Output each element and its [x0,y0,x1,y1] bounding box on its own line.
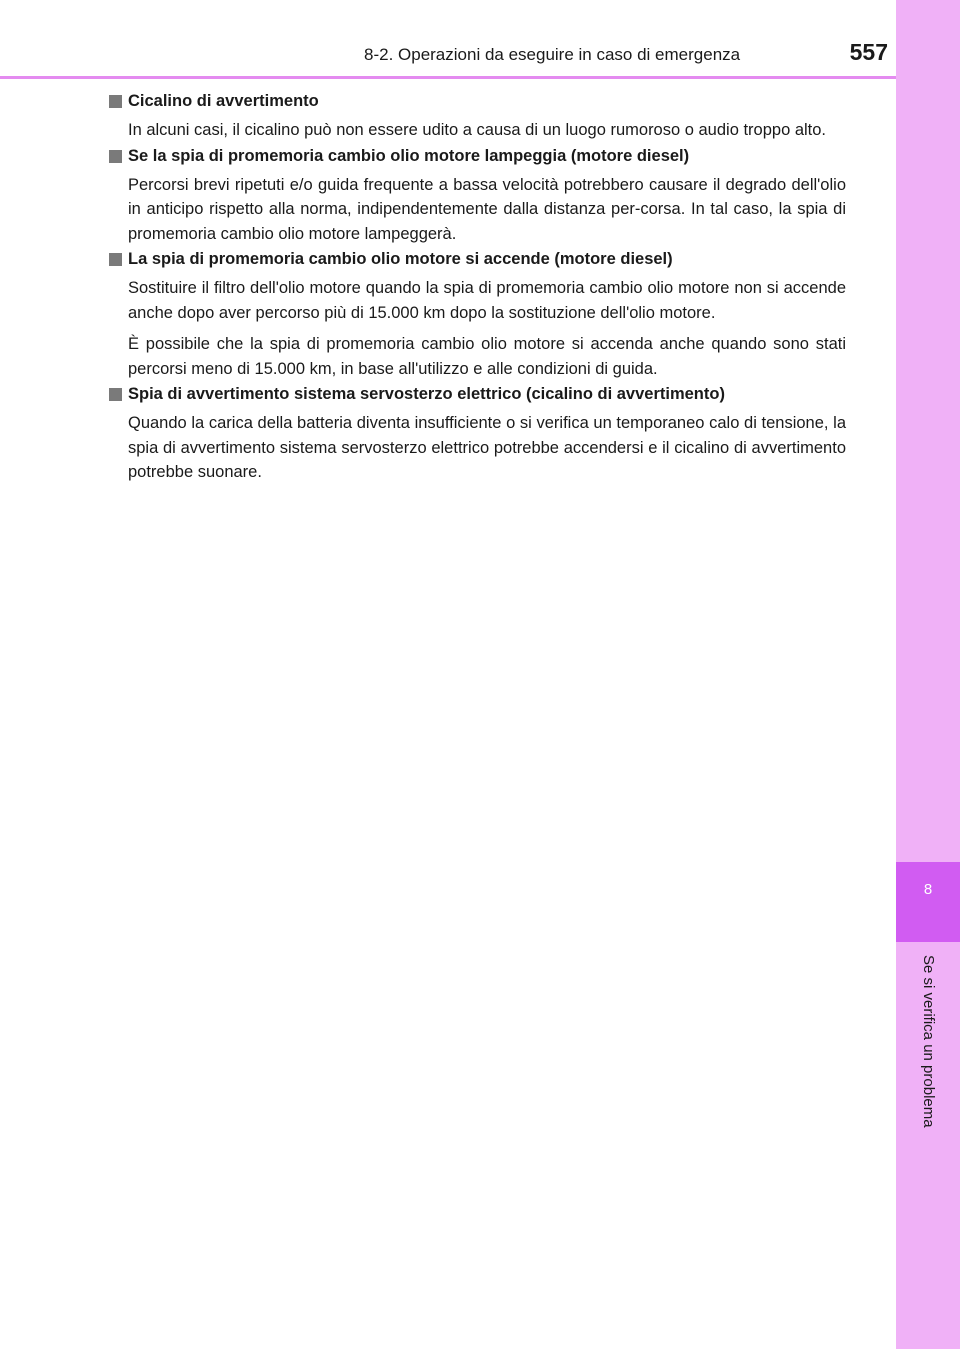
chapter-number: 8 [923,881,933,898]
square-bullet-icon [109,388,122,401]
square-bullet-icon [109,150,122,163]
page-number: 557 [849,39,888,65]
section-heading-text: Cicalino di avvertimento [128,92,319,110]
header-divider [0,76,896,79]
section-title: 8-2. Operazioni da eseguire in caso di emergenza [364,45,741,64]
section-block [108,381,846,485]
section-heading-text: Spia di avvertimento sistema servosterzo elettrico (cicalino di avvertimento) [128,385,725,403]
section-heading [108,143,846,169]
section-paragraph: È possibile che la spia di promemoria cambio olio motore si accenda anche quando sono stati percorsi meno di 15.000 km, in base all'utilizzo e alle condizioni di guida. [128,335,846,378]
page-content [108,88,846,485]
section-block [108,143,846,247]
section-heading [108,88,846,114]
section-block [108,88,846,143]
section-paragraph: In alcuni casi, il cicalino può non essere udito a causa di un luogo rumoroso o audio troppo alto. [128,121,827,139]
page-header [0,0,896,76]
chapter-title: Se si verifica un problema [920,955,937,1128]
section-paragraph: Percorsi brevi ripetuti e/o guida frequente a bassa velocità potrebbero causare il degrado dell'olio in anticipo rispetto alla norma, indipendentemente dalla distanza per-corsa. In tal caso, la spia di promemoria cambio olio motore lampeggerà. [128,175,846,243]
section-heading [108,381,846,407]
square-bullet-icon [109,253,122,266]
chapter-tab-marker [896,862,960,942]
section-heading [108,246,846,272]
section-heading-text: La spia di promemoria cambio olio motore si accende (motore diesel) [128,250,673,268]
section-paragraph: Quando la carica della batteria diventa insufficiente o si verifica un temporaneo calo di tensione, la spia di avvertimento sistema servosterzo elettrico potrebbe accendersi e il cicalino di avvertimento potrebbe suonare. [128,414,846,481]
section-heading-text: Se la spia di promemoria cambio olio motore lampeggia (motore diesel) [128,146,690,165]
square-bullet-icon [109,95,122,108]
section-block [108,246,846,381]
section-paragraph: Sostituire il filtro dell'olio motore quando la spia di promemoria cambio olio motore non si accende anche dopo aver percorso più di 15.000 km dopo la sostituzione dell'olio motore. [128,279,846,322]
